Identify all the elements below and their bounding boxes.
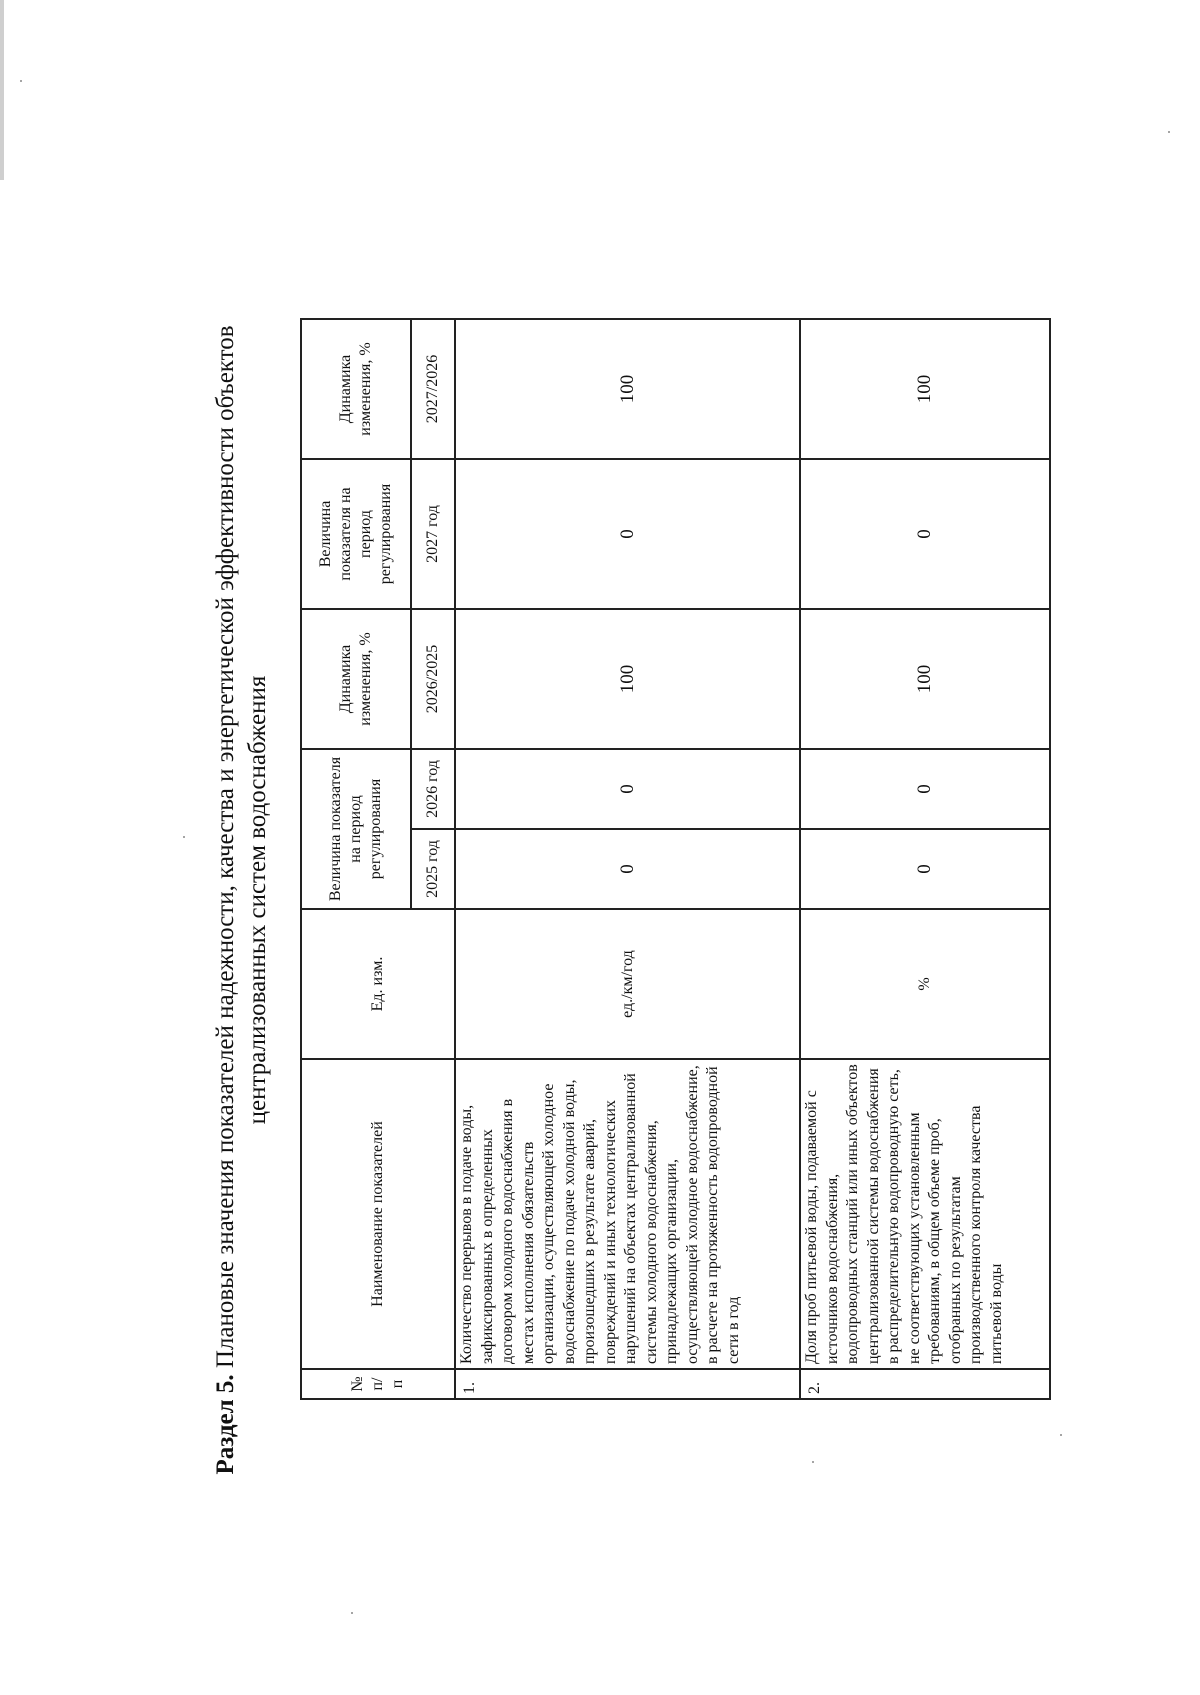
header-unit: Ед. изм.	[301, 909, 455, 1059]
row-value-2025: 0	[800, 829, 1050, 909]
subheader-2027: 2027 год	[411, 459, 455, 609]
row-dynamics-2026-2025: 100	[800, 609, 1050, 749]
page-title	[210, 310, 274, 1490]
header-dynamics-2: Динамика изменения, %	[301, 319, 411, 459]
header-name: Наименование показателей	[301, 1059, 455, 1369]
row-indicator-name: Доля проб питьевой воды, подаваемой с источников водоснабжения, водопроводных станций или иных объектов централизованной системы водоснабжения в распределительную водопроводную сеть, не соответствующих установленным требованиям, в общем объеме проб, отобранных по результатам производственного контроля качества питьевой воды	[800, 1059, 1050, 1369]
indicators-table	[300, 318, 1051, 1400]
row-dynamics-2027-2026: 100	[455, 319, 800, 459]
table-row	[800, 319, 1050, 1399]
row-dynamics-2026-2025: 100	[455, 609, 800, 749]
header-dynamics-1: Динамика изменения, %	[301, 609, 411, 749]
row-value-2026: 0	[800, 749, 1050, 829]
scan-speck	[183, 836, 185, 838]
row-value-2027: 0	[800, 459, 1050, 609]
scan-speck	[351, 1612, 353, 1614]
row-value-2027: 0	[455, 459, 800, 609]
row-unit: %	[800, 909, 1050, 1059]
title-line-1: Плановые значения показателей надежности, качества и энергетической эффективности объектов	[212, 325, 239, 1369]
row-number: 2.	[800, 1369, 1050, 1399]
rotated-page	[210, 290, 1110, 1490]
section-label: Раздел 5.	[212, 1374, 239, 1475]
header-row	[301, 319, 411, 1399]
subheader-2026-2025: 2026/2025	[411, 609, 455, 749]
scan-speck	[1168, 131, 1170, 133]
row-indicator-name: Количество перерывов в подаче воды, зафиксированных в определенных договором холодного водоснабжения в местах исполнения обязательств организации, осуществляющей холодное водоснабжение по подаче холодной воды, произошедших в результате аварий, повреждений и иных технологических нарушений на объектах централизованной системы холодного водоснабжения, принадлежащих организации, осуществляющей холодное водоснабжение, в расчете на протяженность водопроводной сети в год	[455, 1059, 800, 1369]
row-value-2026: 0	[455, 749, 800, 829]
subheader-2025: 2025 год	[411, 829, 455, 909]
row-dynamics-2027-2026: 100	[800, 319, 1050, 459]
scan-edge	[0, 0, 4, 180]
row-unit: ед./км/год	[455, 909, 800, 1059]
subheader-2027-2026: 2027/2026	[411, 319, 455, 459]
header-value-2: Величина показателя на период регулирования	[301, 459, 411, 609]
row-number: 1.	[455, 1369, 800, 1399]
header-value-1: Величина показателя на период регулирования	[301, 749, 411, 909]
table-row	[455, 319, 800, 1399]
scan-speck	[20, 80, 22, 82]
header-num: № п/п	[301, 1369, 455, 1399]
row-value-2025: 0	[455, 829, 800, 909]
subheader-2026: 2026 год	[411, 749, 455, 829]
title-line-2: централизованных систем водоснабжения	[244, 675, 271, 1125]
